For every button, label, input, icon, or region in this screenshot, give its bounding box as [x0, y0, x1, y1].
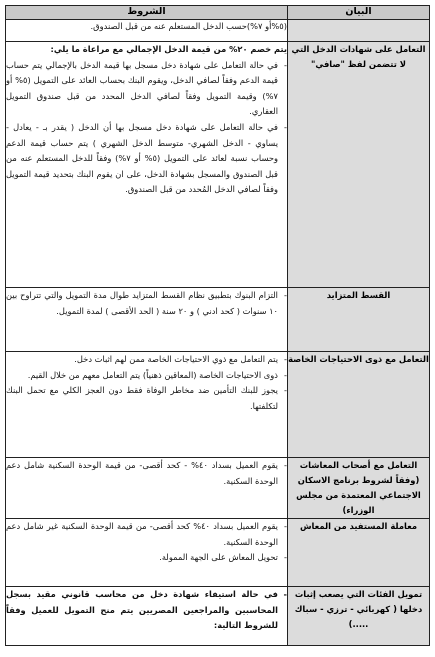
- row-label-cell: [288, 288, 430, 352]
- conditions-table: [5, 5, 430, 646]
- row-conditions-cell: [6, 458, 288, 519]
- row-label-cell: [288, 587, 430, 646]
- row-conditions-cell: [6, 42, 288, 288]
- row-label-cell: [288, 458, 430, 519]
- row-label: التعامل على شهادات الدخل التي لا تتضمن لفظ "صافي": [291, 44, 426, 69]
- table-row: [6, 519, 430, 587]
- row-label: معاملة المستفيد من المعاش: [299, 521, 418, 531]
- table-row: [6, 20, 430, 42]
- continuation-text: (٥%أو ٧%)حسب الدخل المستعلم عنه من قبل الصندوق.: [90, 21, 287, 31]
- row-label: التعامل مع ذوى الاحتياجات الخاصة: [288, 354, 429, 364]
- list-item: - يجوز للبنك التأمين ضد مخاطر الوفاة فقط دون العجز الكلي مع تحمل البنك لتكلفتها.: [6, 385, 287, 411]
- document-page: [5, 5, 429, 646]
- list-item: - التزام البنوك بتطبيق نظام القسط المتزايد طوال مدة التمويل والتي تتراوح بين ١٠ سنوات ( كحد ادني ) و ٢٠ سنة ( الحد الأقصى ) لمدة التمويل.: [6, 290, 287, 316]
- row-label: القسط المتزايد: [326, 290, 391, 300]
- table-row: [6, 587, 430, 646]
- deduction-intro: يتم خصم ٢٠% من قيمة الدخل الإجمالي مع مراعاة ما يلي:: [50, 44, 287, 54]
- row-label-cell: [288, 42, 430, 288]
- row-conditions-cell: [6, 352, 288, 458]
- list-item: - يقوم العميل بسداد ٤٠% كحد أقصى- من قيمة الوحدة السكنية غير شامل دعم الوحدة السكنية.: [6, 521, 287, 547]
- row-label-cell: [288, 352, 430, 458]
- table-row: [6, 458, 430, 519]
- list-item: - يتم التعامل مع ذوي الاحتياجات الخاصة ممن لهم اثبات دخل.: [74, 354, 287, 364]
- row-conditions-cell: [6, 20, 288, 42]
- row-label: التعامل مع أصحاب المعاشات (وفقاً لشروط برنامج الاسكان الاجتماعي المعتمدة من مجلس الوزراء): [296, 460, 421, 515]
- row-label: تمويل الفئات التي يصعب إثبات دخلها ( كهربائي - ترزي - سباك .....): [294, 589, 423, 629]
- list-item: - تحويل المعاش على الجهة الممولة.: [159, 552, 287, 563]
- table-row: [6, 288, 430, 352]
- row-conditions-cell: [6, 587, 288, 646]
- list-item: - يقوم العميل بسداد ٤٠% - كحد أقصى- من قيمة الوحدة السكنية شامل دعم الوحدة السكنية.: [6, 460, 287, 486]
- list-item: - ذوى الاحتياجات الخاصة (المعاقين ذهنياً) يتم التعامل معهم من خلال القيم.: [27, 369, 287, 380]
- row-label-cell: [288, 519, 430, 587]
- list-item: - في حالة استيفاء شهادة دخل من محاسب قانوني مقيد بسجل المحاسبين والمراجعين المصريين يتم منح التمويل للعميل وفقاً للشروط التالية:: [6, 589, 287, 631]
- table-row: [6, 42, 430, 288]
- list-item: - في حالة التعامل على شهادة دخل مسجل بها أن الدخل ( يقدر بـ - يعادل - يساوي - الدخل الشهري- متوسط الدخل الشهري ) يتم حساب قيمة الدعم وحساب نسبة لعائد على التمويل (٥% أو ٧%) وفقاً للدخل المستعلم عنه من قبل الصندوق والمسجل بشهادة الدخل، على ان يقوم البنك بتحديد قيمة التمويل وفقاً لصافي الدخل المُحدد من قبل الصندوق.: [6, 121, 287, 195]
- row-conditions-cell: [6, 288, 288, 352]
- table-row: [6, 352, 430, 458]
- row-label-cell: [288, 20, 430, 42]
- table-header-row: [6, 6, 430, 20]
- header-conditions-cell: الشروط: [6, 6, 288, 20]
- row-conditions-cell: [6, 519, 288, 587]
- list-item: - في حالة التعامل على شهادة دخل مسجل بها قيمة الدخل بالإجمالي يتم حساب قيمة الدعم وفقاً لصافي الدخل، ويقوم البنك بحساب العائد على التمويل (٥% أو ٧%) وقيمة التمويل وفقاً لصافي الدخل المحدد من قبل صندوق التمويل العقاري.: [6, 59, 287, 117]
- header-label-cell: البيان: [288, 6, 430, 20]
